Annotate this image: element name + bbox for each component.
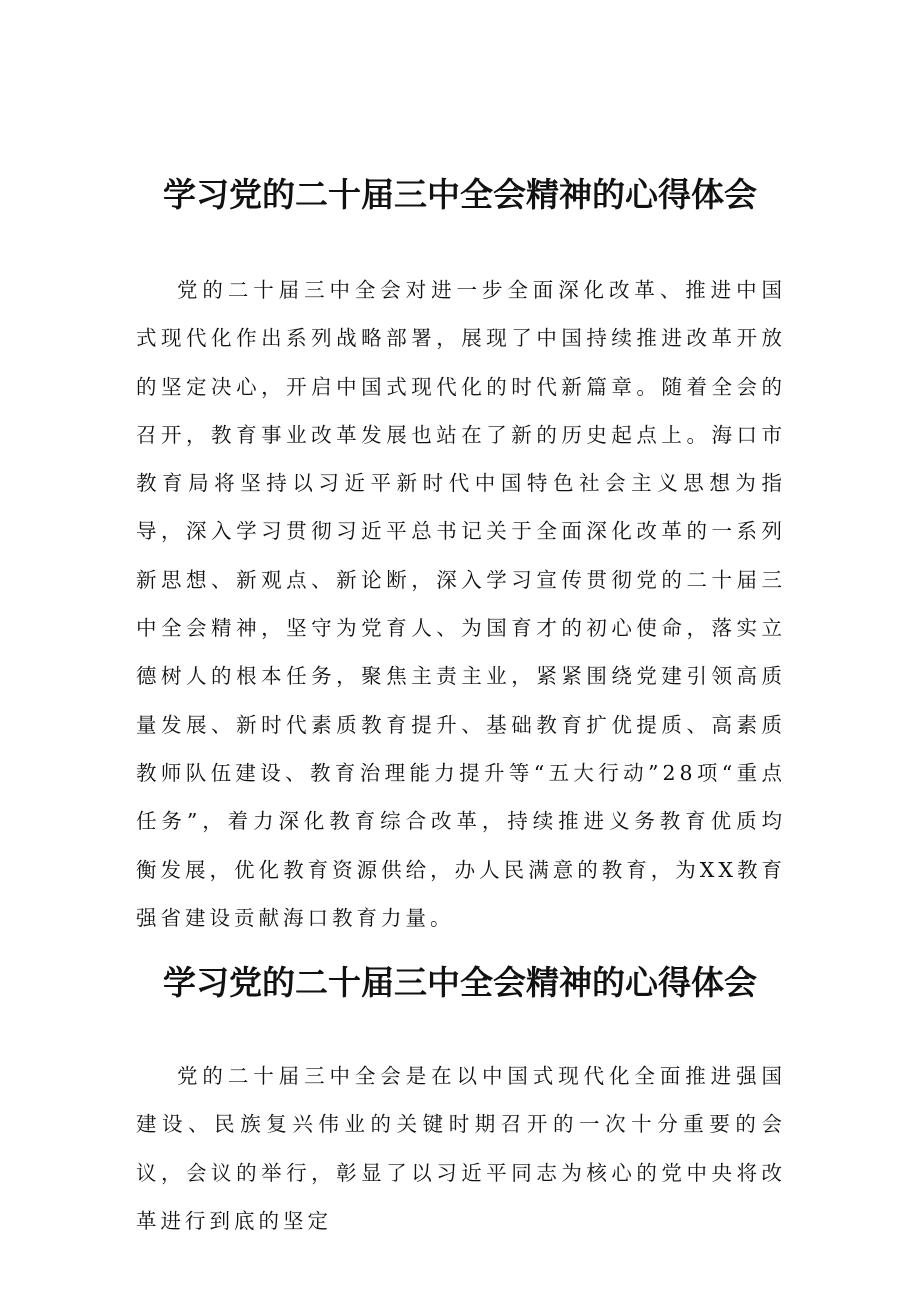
article-paragraph-1: 党的二十届三中全会对进一步全面深化改革、推进中国式现代化作出系列战略部署，展现了中国持续推进改革开放的坚定决心，开启中国式现代化的时代新篇章。随着全会的召开，教育事业改革发展也站在了新的历史起点上。海口市教育局将坚持以习近平新时代中国特色社会主义思想为指导，深入学习贯彻习近平总书记关于全面深化改革的一系列新思想、新观点、新论断，深入学习宣传贯彻党的二十届三中全会精神，坚守为党育人、为国育才的初心使命，落实立德树人的根本任务，聚焦主责主业，紧紧围绕党建引领高质量发展、新时代素质教育提升、基础教育扩优提质、高素质教师队伍建设、教育治理能力提升等“五大行动”28项“重点任务”，着力深化教育综合改革，持续推进义务教育优质均衡发展，优化教育资源供给，办人民满意的教育，为XX教育强省建设贡献海口教育力量。: [136, 278, 786, 930]
article-title-2: 学习党的二十届三中全会精神的心得体会: [163, 963, 757, 1002]
article-paragraph-2: 党的二十届三中全会是在以中国式现代化全面推进强国建设、民族复兴伟业的关键时期召开的一次十分重要的会议，会议的举行，彰显了以习近平同志为核心的党中央将改革进行到底的坚定: [136, 1064, 786, 1233]
article-section-2: [0, 956, 920, 1233]
article-section-1: [0, 168, 920, 930]
article-title-1: 学习党的二十届三中全会精神的心得体会: [163, 175, 757, 214]
